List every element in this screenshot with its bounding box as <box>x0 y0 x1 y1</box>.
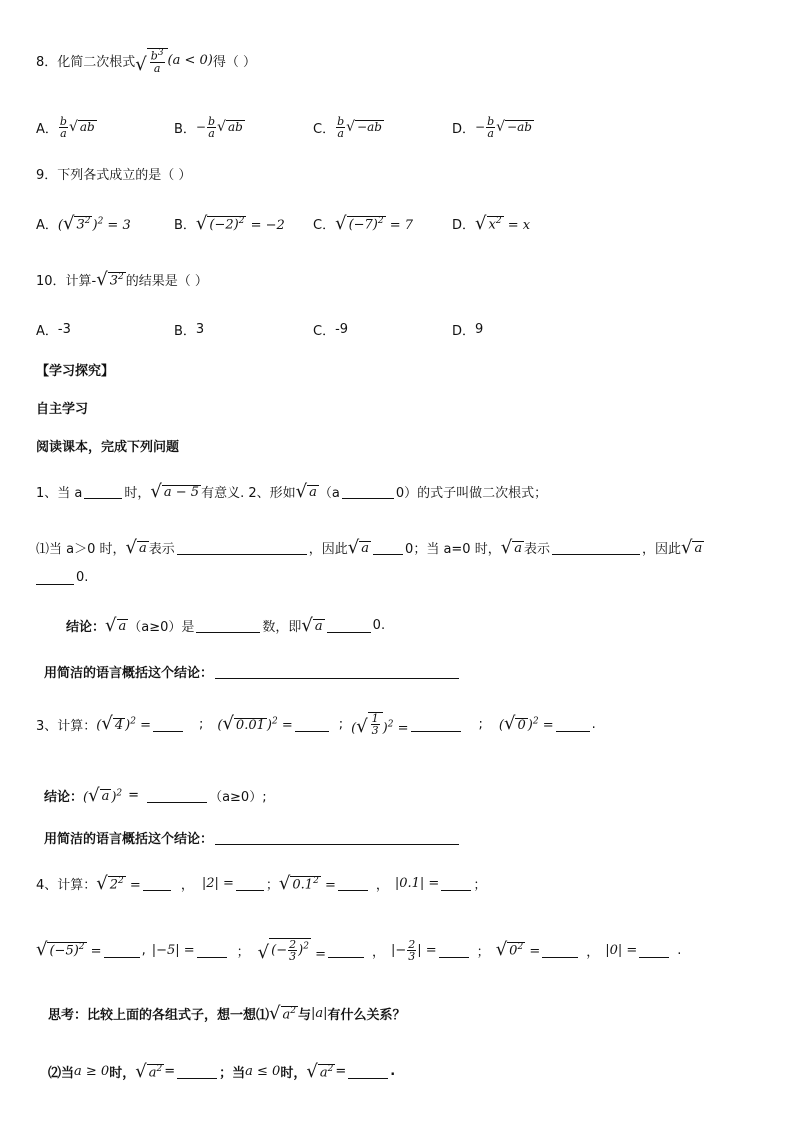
conclusion-1-radical-2: √ a <box>301 614 323 636</box>
p5-radical-1: √ $a^2$ <box>135 1060 163 1082</box>
p2-radical-4: √ a <box>681 536 703 558</box>
p4-end: . <box>677 942 682 958</box>
summary-1-blank[interactable] <box>215 664 459 679</box>
q10-option-a-value: -3 <box>57 322 71 337</box>
p5-text-c: 时， <box>109 1066 136 1081</box>
section-instruction: 阅读课本，完成下列问题 <box>36 440 180 455</box>
conclusion-1-text-d: 0. <box>372 618 386 633</box>
p4-blank-3[interactable] <box>338 876 368 891</box>
p3-blank-4[interactable] <box>556 717 590 732</box>
p3-blank-3[interactable] <box>411 717 461 732</box>
p5-blank-2[interactable] <box>348 1064 388 1079</box>
p4-expr-9: √ $0^2$ = <box>495 939 541 960</box>
q10-tail: 的结果是（ ） <box>125 274 208 289</box>
p4-sep-6: ； <box>236 944 250 960</box>
p3-sep-3: ; <box>478 716 483 732</box>
p5-eq-1: = <box>164 1064 176 1079</box>
p2-text-d: 0；当 a=0 时， <box>405 542 501 557</box>
conclusion-1-text-b: （a≥0）是 <box>128 620 195 635</box>
q8-condition: (a < 0) <box>167 53 213 69</box>
p1-text-d: （a <box>318 486 340 501</box>
p2-text-e: 表示 <box>523 542 550 557</box>
p3-end: . <box>591 716 596 732</box>
q10-option-b-value: 3 <box>195 322 205 337</box>
p2-text-f: ，因此 <box>641 542 681 557</box>
q8-option-d-label: D． <box>452 122 476 137</box>
p3-expr-2: ( √ 0.01 )$^2$ = <box>217 713 293 734</box>
p2-text-b: 表示 <box>148 542 175 557</box>
p2-text-a: ⑴当 a＞0 时， <box>36 542 126 557</box>
p5-eq-2: = <box>335 1064 347 1079</box>
p5-end: . <box>390 1064 396 1079</box>
q8-option-b-label: B． <box>174 122 196 137</box>
p1-radical-a-minus-5: √ a − 5 <box>150 480 200 502</box>
q10-option-c-label: C． <box>313 324 336 339</box>
summary-1 <box>44 662 461 681</box>
conclusion-1 <box>66 616 385 635</box>
q10-option-a-label: A． <box>36 324 58 339</box>
p2-blank-3[interactable] <box>552 540 640 555</box>
p4-blank-7[interactable] <box>328 943 364 958</box>
q8-option-a-label: A． <box>36 122 58 137</box>
conclusion-2-cond: （a≥0）; <box>209 790 267 805</box>
conclusion-1-text-c: 数，即 <box>262 620 302 635</box>
p4-sep-2: ； <box>265 878 279 893</box>
p4-blank-6[interactable] <box>197 943 227 958</box>
p5-line <box>48 1062 395 1081</box>
p4-blank-9[interactable] <box>542 943 578 958</box>
q10-option-a[interactable] <box>36 320 71 339</box>
q8-stem: 8．化简二次根式 <box>36 55 136 71</box>
p3-sep-2: ; <box>338 716 344 732</box>
p3-blank-1[interactable] <box>153 717 183 732</box>
p4-expr-3: √ $0.1^2$ = <box>278 872 336 894</box>
p3-line <box>36 712 596 736</box>
p4-expr-10: |0| = <box>605 942 638 958</box>
p4-expr-7: √ (− $\frac{2}{3}$ )$^2$ = <box>257 938 326 963</box>
q8-option-c-expr: $\frac{b}{a}$ √ −ab <box>337 115 382 140</box>
q9-option-c-label: C． <box>313 218 336 233</box>
p1-text-c: 有意义. 2、形如 <box>201 486 296 501</box>
q10-stem: 10．计算- <box>36 274 97 289</box>
think-text-a: 思考：比较上面的各组式子，想一想⑴ <box>48 1008 270 1023</box>
q10-stem-line <box>36 270 208 289</box>
p2-blank-1[interactable] <box>177 540 307 555</box>
q8-option-a-expr: $\frac{b}{a}$ √ ab <box>59 115 95 140</box>
p4-expr-6: |−5| = <box>151 942 195 958</box>
q8-option-b[interactable] <box>174 116 245 139</box>
conclusion-1-blank-1[interactable] <box>196 618 260 633</box>
p3-expr-4: ( √ 0 )$^2$ = <box>498 713 554 734</box>
q10-option-b-label: B． <box>174 324 196 339</box>
q8-option-b-expr: − $\frac{b}{a}$ √ ab <box>195 115 243 140</box>
p4-sep-7: ， <box>371 944 385 960</box>
p4-line-1 <box>36 874 486 893</box>
p4-sep-3: ， <box>375 878 389 893</box>
q9-option-d[interactable] <box>452 214 530 233</box>
p4-sep-9: ， <box>586 944 600 960</box>
p2-radical-2: √ a <box>347 536 370 558</box>
p5-text-g: 时， <box>280 1066 307 1081</box>
conclusion-1-label: 结论： <box>66 620 106 635</box>
p4-blank-10[interactable] <box>639 943 669 958</box>
think-text-c: 有什么关系？ <box>327 1008 406 1023</box>
p2-text-c: ，因此 <box>308 542 348 557</box>
q9-option-c-expr: √ $(-7)^2$ = 7 <box>335 212 414 234</box>
p4-blank-5[interactable] <box>104 943 140 958</box>
p4-blank-1[interactable] <box>143 876 171 891</box>
p4-sep-5: , <box>141 942 146 958</box>
q9-option-a-expr: ( √ $3^2$ )$^2$ = 3 <box>57 212 131 234</box>
p1-text-a: 1、当 a <box>36 486 83 501</box>
p2-line-2 <box>36 570 88 585</box>
p4-blank-2[interactable] <box>236 876 264 891</box>
p5-cond-2: a ≤ 0 <box>245 1064 281 1079</box>
summary-2-blank[interactable] <box>215 830 459 845</box>
p5-radical-2: √ $a^2$ <box>306 1060 334 1082</box>
think-line <box>48 1004 406 1023</box>
conclusion-2 <box>44 786 267 805</box>
q8-tail: 得（ ） <box>212 55 257 71</box>
p2-text-g: 0. <box>76 570 89 585</box>
p5-blank-1[interactable] <box>177 1064 217 1079</box>
p1-radical-a: √ a <box>295 480 317 502</box>
q8-option-c-label: C． <box>313 122 336 137</box>
p4-expr-8: |− $\frac{2}{3}$ | = <box>390 937 437 963</box>
q9-option-b-label: B． <box>174 218 196 233</box>
p4-label: 4、计算： <box>36 878 97 893</box>
p2-blank-4[interactable] <box>36 570 74 585</box>
q8-option-a[interactable] <box>36 116 97 139</box>
q9-option-c[interactable] <box>313 214 413 233</box>
q10-option-c-value: -9 <box>335 322 349 337</box>
conclusion-2-label: 结论： <box>44 790 84 805</box>
p3-label: 3、计算： <box>36 718 97 734</box>
p4-expr-4: |0.1| = <box>394 876 440 891</box>
q9-stem: 9．下列各式成立的是（ ） <box>36 168 192 183</box>
summary-2-label: 用简洁的语言概括这个结论： <box>44 832 214 847</box>
p1-line <box>36 482 547 501</box>
p1-blank-2[interactable] <box>342 484 394 499</box>
p3-expr-3: ( √ $\frac{1}{3}$ )$^2$ = <box>351 712 409 737</box>
q8-stem-line <box>36 48 256 74</box>
p2-blank-2[interactable] <box>373 540 403 555</box>
q8-radical: √ $\frac{b^3}{a}$ <box>135 48 167 74</box>
conclusion-1-blank-2[interactable] <box>327 618 371 633</box>
section-title: 【学习探究】 <box>36 364 115 379</box>
p4-expr-2: |2| = <box>201 876 234 891</box>
q10-option-d[interactable] <box>452 320 483 339</box>
p4-sep-8: ； <box>476 944 490 960</box>
q10-option-d-value: 9 <box>475 322 484 337</box>
q9-option-a-label: A． <box>36 218 58 233</box>
p1-text-b: 时， <box>124 486 151 501</box>
q9-option-a[interactable] <box>36 214 131 233</box>
p4-blank-8[interactable] <box>439 943 469 958</box>
p5-text-a: ⑵当 <box>48 1066 75 1081</box>
think-abs-a: |a| <box>311 1006 328 1021</box>
p2-line <box>36 538 704 557</box>
p4-blank-4[interactable] <box>441 876 471 891</box>
summary-2 <box>44 828 461 847</box>
p3-expr-1: ( √ 4 )$^2$ = <box>96 713 151 734</box>
summary-1-label: 用简洁的语言概括这个结论： <box>44 666 214 681</box>
p5-cond-1: a ≥ 0 <box>74 1064 110 1079</box>
q10-option-b[interactable] <box>174 320 204 339</box>
think-text-b: 与 <box>298 1008 312 1023</box>
conclusion-2-eq: = <box>128 788 140 803</box>
q9-option-b-expr: √ $(-2)^2$ = −2 <box>195 212 285 234</box>
conclusion-2-expr: ( √ a )$^2$ <box>83 784 123 806</box>
p1-blank-1[interactable] <box>84 484 122 499</box>
p4-sep-1: ， <box>180 878 194 893</box>
p4-expr-1: √ $2^2$ = <box>96 872 141 894</box>
q9-option-d-label: D． <box>452 218 476 233</box>
conclusion-1-radical: √ a <box>105 614 127 636</box>
conclusion-2-blank[interactable] <box>147 788 207 803</box>
p3-sep-1: ; <box>198 716 204 732</box>
p4-expr-5: √ $(-5)^2$ = <box>36 939 102 960</box>
q8-option-d-expr: − $\frac{b}{a}$ √ −ab <box>475 115 532 140</box>
q9-option-d-expr: √ $x^2$ = x <box>475 212 531 234</box>
p2-radical-1: √ a <box>125 536 147 558</box>
p4-sep-4: ； <box>473 878 487 893</box>
p1-text-e: 0）的式子叫做二次根式； <box>395 486 548 501</box>
p5-text-e: ；当 <box>219 1066 246 1081</box>
p4-line-2 <box>36 938 681 962</box>
q9-option-b[interactable] <box>174 214 285 233</box>
think-radical: √ $a^2$ <box>269 1002 296 1024</box>
q10-option-c[interactable] <box>313 320 348 339</box>
p3-blank-2[interactable] <box>295 717 329 732</box>
q8-option-d[interactable] <box>452 116 534 139</box>
q8-option-c[interactable] <box>313 116 384 139</box>
section-subtitle: 自主学习 <box>36 402 89 417</box>
q10-option-d-label: D． <box>452 324 476 339</box>
p2-radical-3: √ a <box>500 536 522 558</box>
q10-radical: √ $3^2$ <box>96 268 124 290</box>
